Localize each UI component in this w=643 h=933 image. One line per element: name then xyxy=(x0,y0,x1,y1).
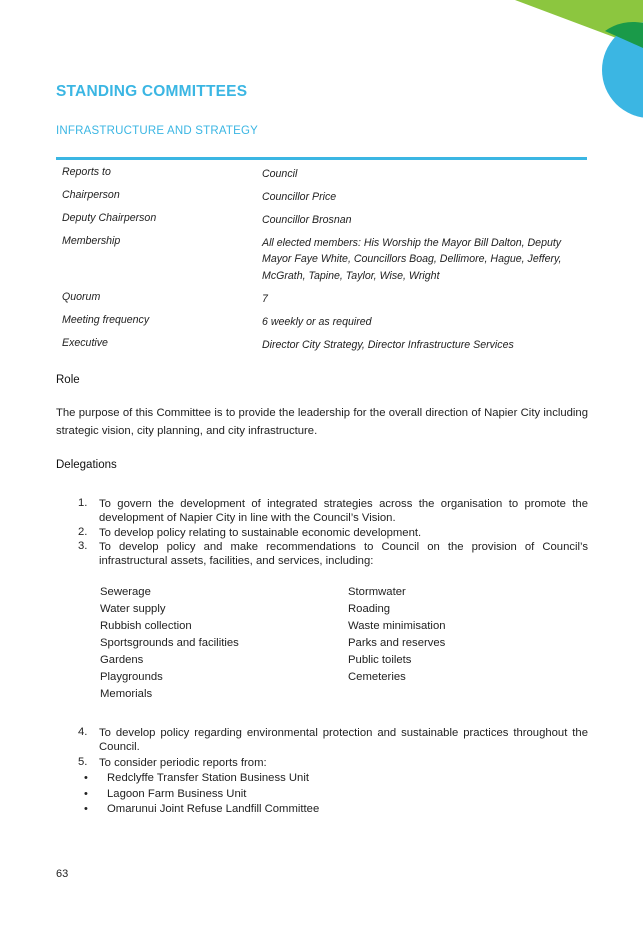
service-item: Roading xyxy=(348,603,391,615)
service-item: Parks and reserves xyxy=(348,637,446,649)
detail-value: Councillor Brosnan xyxy=(262,214,352,226)
bullet-icon: • xyxy=(84,772,88,784)
detail-key: Chairperson xyxy=(62,189,120,201)
report-item: Lagoon Farm Business Unit xyxy=(107,788,247,800)
service-item: Water supply xyxy=(100,603,166,615)
service-item: Cemeteries xyxy=(348,671,406,683)
service-item: Sportsgrounds and facilities xyxy=(100,637,239,649)
detail-value: Council xyxy=(262,168,298,180)
service-item: Sewerage xyxy=(100,586,151,598)
green-stripe-shape xyxy=(515,0,643,48)
section-subtitle: INFRASTRUCTURE AND STRATEGY xyxy=(56,125,258,137)
detail-key: Executive xyxy=(62,337,108,349)
delegation-number: 3. xyxy=(78,540,88,552)
detail-key: Deputy Chairperson xyxy=(62,212,157,224)
detail-value: All elected members: His Worship the Mayor Bill Dalton, Deputy Mayor Faye White, Councillors Boag, Dellimore, Hague, Jeffery, McGrath, Tapine, Taylor, Wise, Wright xyxy=(262,237,562,282)
delegation-number: 4. xyxy=(78,726,88,738)
service-item: Memorials xyxy=(100,688,153,700)
service-item: Stormwater xyxy=(348,586,406,598)
report-item: Omarunui Joint Refuse Landfill Committee xyxy=(107,803,320,815)
table-top-rule xyxy=(56,157,587,160)
detail-key: Membership xyxy=(62,235,121,247)
detail-value: Councillor Price xyxy=(262,191,337,203)
report-item: Redclyffe Transfer Station Business Unit xyxy=(107,772,309,784)
bullet-icon: • xyxy=(84,788,88,800)
delegation-number: 2. xyxy=(78,526,88,538)
role-paragraph: The purpose of this Committee is to provide the leadership for the overall direction of Napier City including strategic vision, city planning, and city infrastructure. xyxy=(56,407,588,437)
page-number: 63 xyxy=(56,868,69,880)
delegation-text: To consider periodic reports from: xyxy=(99,757,267,769)
delegation-text: To develop policy regarding environmental protection and sustainable practices throughout the Council. xyxy=(99,727,588,753)
service-item: Gardens xyxy=(100,654,144,666)
dark-green-overlap-shape xyxy=(605,22,643,48)
page-title: STANDING COMMITTEES xyxy=(56,83,248,100)
delegation-number: 1. xyxy=(78,497,88,509)
role-heading: Role xyxy=(56,374,80,386)
service-item: Public toilets xyxy=(348,654,412,666)
detail-key: Reports to xyxy=(62,166,111,178)
detail-value: 6 weekly or as required xyxy=(262,316,372,328)
detail-key: Quorum xyxy=(62,291,101,303)
service-item: Waste minimisation xyxy=(348,620,446,632)
delegation-text: To develop policy and make recommendations to Council on the provision of Council’s infrastructural assets, facilities, and services, including: xyxy=(99,541,588,567)
service-item: Rubbish collection xyxy=(100,620,192,632)
bullet-icon: • xyxy=(84,803,88,815)
delegation-text: To govern the development of integrated strategies across the organisation to promote the development of Napier City in line with the Council’s Vision. xyxy=(99,498,588,524)
detail-value: Director City Strategy, Director Infrastructure Services xyxy=(262,339,514,351)
delegation-number: 5. xyxy=(78,756,88,768)
detail-value: 7 xyxy=(262,293,268,305)
delegations-heading: Delegations xyxy=(56,459,117,471)
blue-circle-shape xyxy=(602,22,643,118)
detail-key: Meeting frequency xyxy=(62,314,150,326)
service-item: Playgrounds xyxy=(100,671,163,683)
delegation-text: To develop policy relating to sustainable economic development. xyxy=(99,527,422,539)
